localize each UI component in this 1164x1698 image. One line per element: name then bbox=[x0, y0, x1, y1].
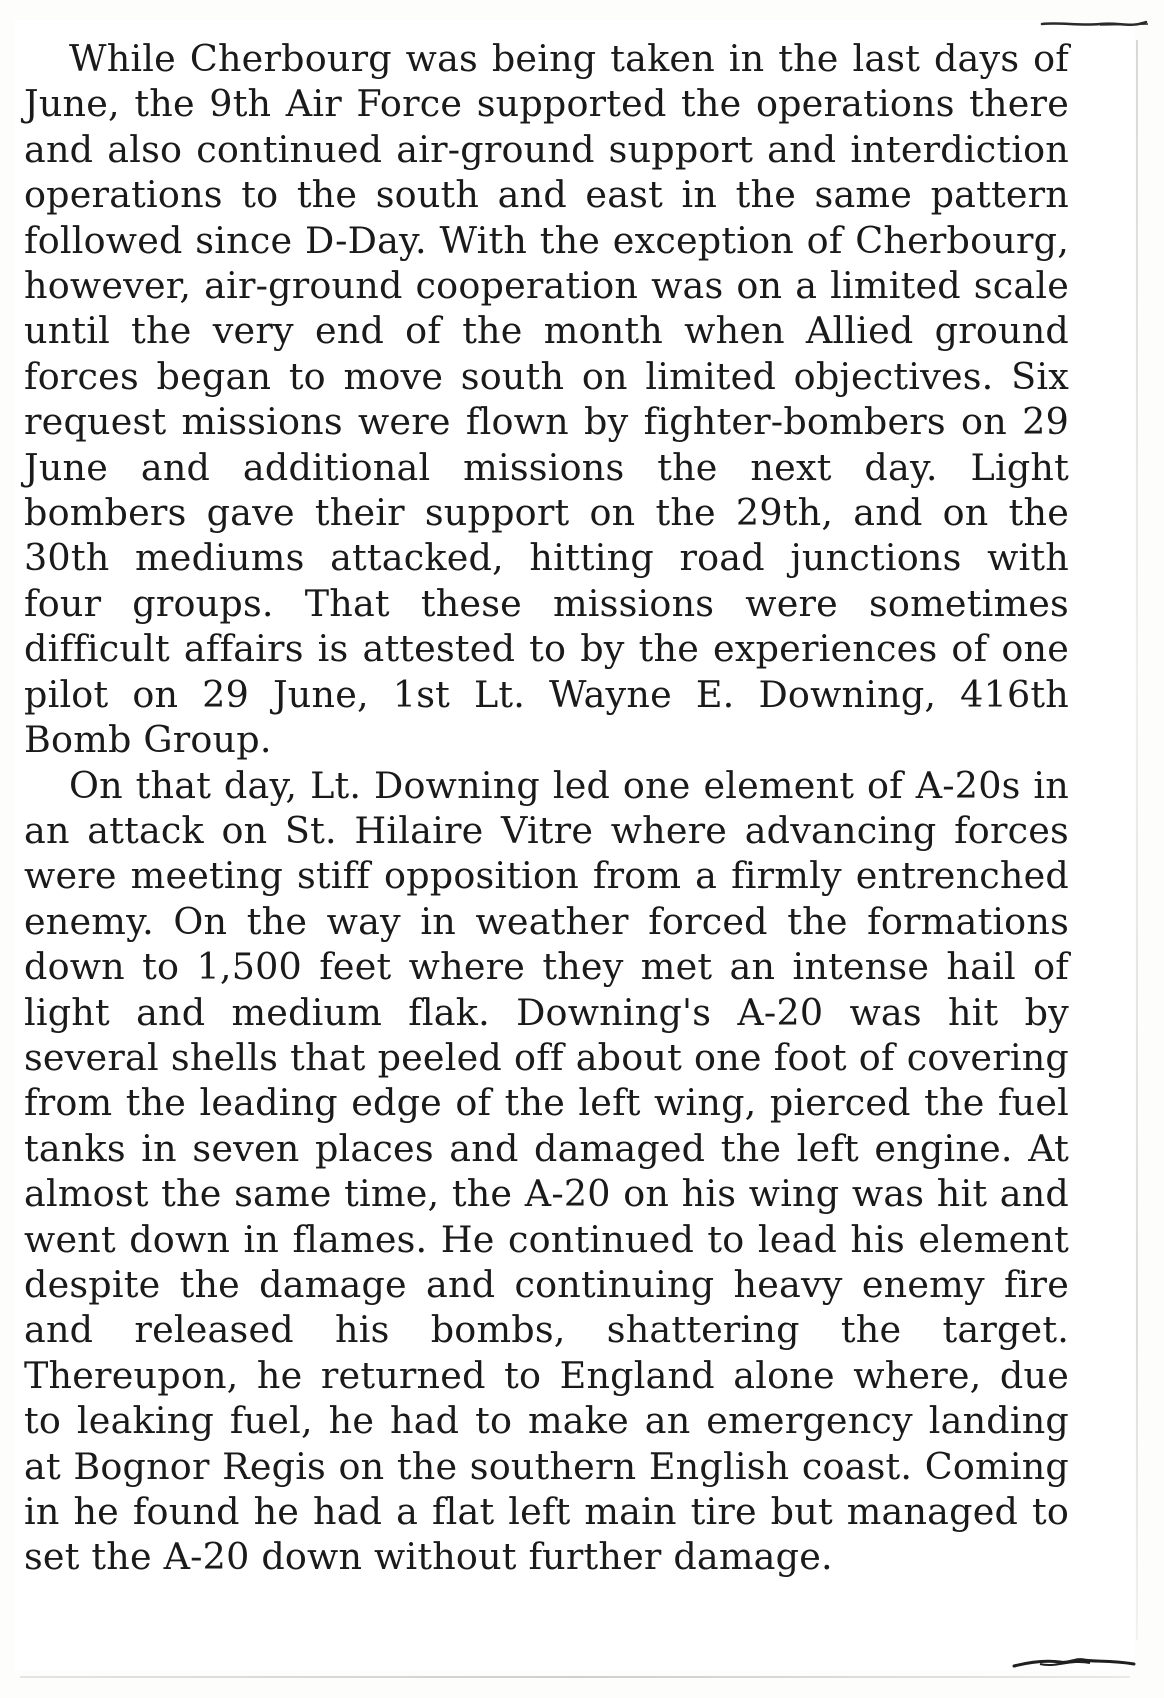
top-pen-mark bbox=[1040, 14, 1150, 34]
paragraph-1: While Cherbourg was being taken in the last days of June, the 9th Air Force supported the operations there and also continued air-ground support and interdiction operations to the south and east in the same pattern followed since D-Day. With the exception of Cherbourg, however, air-ground cooperation was on a limited scale until the very end of the month when Allied ground forces began to move south on limited objectives. Six request missions were flown by fighter-bombers on 29 June and additional missions the next day. Light bombers gave their support on the 29th, and on the 30th mediums attacked, hitting road junctions with four groups. That these missions were sometimes difficult affairs is attested to by the experiences of one pilot on 29 June, 1st Lt. Wayne E. Downing, 416th Bomb Group. bbox=[24, 37, 1069, 762]
clipping-bottom-edge bbox=[20, 1676, 1130, 1678]
bottom-pen-mark bbox=[1010, 1650, 1140, 1676]
article-body bbox=[24, 36, 1069, 1580]
paragraph-2: On that day, Lt. Downing led one element of A-20s in an attack on St. Hilaire Vitre where advancing forces were meeting stiff opposition from a firmly entrenched enemy. On the way in weather forced the formations down to 1,500 feet where they met an intense hail of light and medium flak. Downing's A-20 was hit by several shells that peeled off about one foot of covering from the leading edge of the left wing, pierced the fuel tanks in seven places and damaged the left engine. At almost the same time, the A-20 on his wing was hit and went down in flames. He continued to lead his element despite the damage and continuing heavy enemy fire and released his bombs, shattering the target. Thereupon, he returned to England alone where, due to leaking fuel, he had to make an emergency landing at Bognor Regis on the southern English coast. Coming in he found he had a flat left main tire but managed to set the A-20 down without further damage. bbox=[24, 763, 1069, 1579]
clipping-right-edge bbox=[1136, 40, 1138, 1640]
